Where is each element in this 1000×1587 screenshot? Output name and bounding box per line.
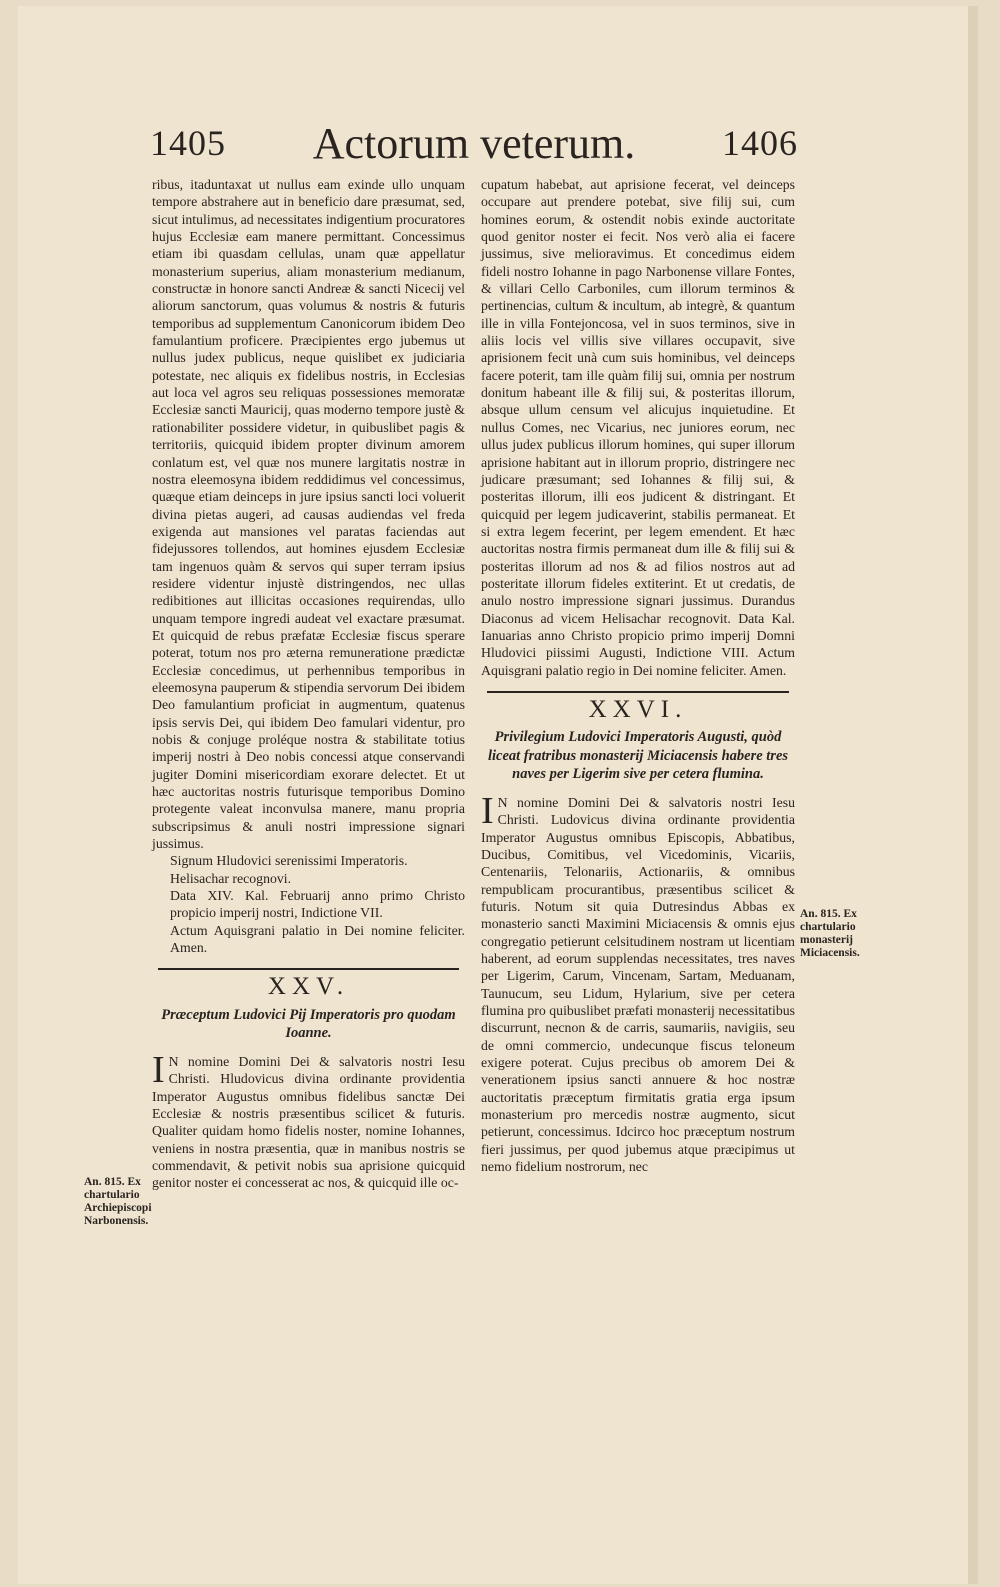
section-title-xxv: Præceptum Ludovici Pij Imperatoris pro quodam Ioanne. [161,1006,456,1042]
running-title: Actorum veterum. [312,119,636,168]
recognovi-line: Helisachar recognovi. [170,870,292,886]
section-body-xxv [152,1048,465,1192]
page-number-left: 1405 [150,123,226,163]
left-column [152,176,465,1192]
actum-line: Actum Aquisgrani palatio in Dei nomine feliciter. Amen. [170,922,465,956]
page-number-right: 1406 [722,123,798,163]
section-title-xxvi: Privilegium Ludovici Imperatoris Augusti, quòd liceat fratribus monasterij Miciacensis habere tres naves per Ligerim sive per cetera flumina. [487,729,789,783]
section-divider [487,691,789,693]
section-body-text: N nomine Domini Dei & salvatoris nostri Iesu Christi. Hludovicus divina ordinante providentia Imperator Augustus omnibus fidelibus sanctæ Dei Ecclesiæ & nostris præsentibus scilicet & futuris. Qualiter quidam homo fidelis noster, nomine Iohannes, veniens in nostra præsentia, quæ in manibus nostris se commendavit, & petivit nobis sua aprisione quicquid genitor noster ei concesserat ac nos, & quicquid ille oc- [152,1053,465,1191]
signum-line: Signum Hludovici serenissimi Imperatoris. [170,853,408,869]
margin-note-left: An. 815. Ex chartulario Archiepiscopi Narbonensis. [84,1176,152,1227]
section-number-xxv: XXV. [267,973,350,1001]
right-body-text: cupatum habebat, aut aprisione fecerat, vel deinceps occupare aut prendere potebat, sive filij sui, cum homines eorum, & ostendit nobis exinde auctoritate quod genitor noster ei fecit. Nos verò alia ei facere jussimus, sive melioravimus. Et concedimus eidem fideli nostro Iohanne in pago Narbonense villare Fontes, & villari Cello Carboniles, cum illorum terminos & pertinencias, cultum & incultum, ab integrè, & quantum ille in villa Fontejoncosa, vel in suos terminos, sive in aliis locis vel villis sive villares occupavit, sive aprisionem fecit unà cum suis hominibus, vel deinceps facere poterit, tam ille quàm filij sui, omnia per nostrum donitum habeant ille & filij sui, & posteritas illorum, absque ullum censum vel alicujus inquietudine. Et nullus Comes, nec Vicarius, nec juniores eorum, nec ullus judex publicus illorum homines, qui super illorum aprisione habitant aut in illorum proprio, distringere nec judicare præsumant; sed Iohannes & filij sui, & posteritas illorum, illi eos judicent & distringant. Et quicquid per legem judicaverint, stabilis permaneat. Et si extra legem fecerint, per legem emendent. Et hæc auctoritas nostra firmis permaneat dum ille & filij sui & posteritas illorum ad nos & ad filios nostros aut ad posteritate illorum fideles extiterint. Et ut credatis, de anulo nostro impressione signari jussimus. Durandus Diaconus ad vicem Helisachar recognovit. Data Kal. Ianuarias anno Christo propicio primo imperij Domni Hludovici piissimi Augusti, Indictione VIII. Actum Aquisgrani palatio regio in Dei nomine feliciter. Amen. [481,177,795,678]
drop-cap: I [152,1048,165,1091]
right-column [481,176,795,1175]
section-body-text: N nomine Domini Dei & salvatoris nostri Iesu Christi. Ludovicus divina ordinante providentia Imperator Augustus omnibus Episcopis, Abbatibus, Ducibus, Comitibus, vel Vicedominis, Vicariis, Centenariis, Telonariis, Actionariis, & omnibus rempublicam procurantibus, præsentibus scilicet & futuris. Notum sit quia Dutresindus Abbas ex monasterio sancti Maximini Miciacensis & omnis ejus congregatio petierunt celsitudinem nostram ut licentiam haberent, ad eorum supplendas necessitates, tres naves per Ligerim, Carum, Vincenam, Sartam, Meduanam, Taunucum, seu Lidum, Hylarium, sive per cetera flumina pro quibuslibet præfati monasterij necessitatibus discurrunt, necnon & de carris, saumariis, navigiis, seu de omni commercio, undecunque fiscus teloneum exigere poterat. Cujus precibus ob amorem Dei & venerationem ipsius sancti annuere & hoc nostræ auctoritatis præceptum firmitatis gratia erga ipsum monasterium pro mercedis nostræ augmento, sicut petierunt, concessimus. Idcirco hoc præceptum nostrum fieri jussimus, per quod jubemus atque præcipimus ut nemo fidelium nostrorum, nec [481,794,795,1175]
data-line: Data XIV. Kal. Februarij anno primo Christo propicio imperij nostri, Indictione VII. [170,888,465,921]
drop-cap: I [481,789,494,832]
section-divider [158,968,459,970]
section-number-xxvi: XXVI. [588,695,688,723]
margin-note-right: An. 815. Ex chartulario monasterij Miciacensis. [800,908,860,959]
running-head [150,118,798,174]
left-body-text: ribus, itaduntaxat ut nullus eam exinde ullo unquam tempore abstrahere aut in beneficio dare præsumat, sed, sicut intulimus, ad necessitates indigentium procuratores hujus Ecclesiæ eam manere permittant. Concessimus etiam ibi quasdam cellulas, unam quæ appellatur monasterium superius, aliam monasterium medianum, constructæ in honore sancti Andreæ & sancti Nicecij vel aliorum sanctorum, quas volumus & nostris & futuris temporibus ad supplementum Canonicorum ibidem Deo famulantium proficere. Præcipientes ergo jubemus ut nullus judex publicus, neque quislibet ex judiciaria potestate, nec aliquis ex fidelibus nostris, in Ecclesias aut loca vel agros seu reliquas possessiones memoratæ Ecclesiæ sancti Mauricij, quas moderno tempore justè & rationabiliter possidere videtur, in quibuslibet pagis & territoriis, quicquid ibidem propter divinum amorem conlatum est, vel quæ nos munere largitatis nostræ in nostra eleemosyna ibidem reddidimus vel concessimus, quæque etiam deinceps in jure ipsius sancti loci voluerit divina pietas augeri, ad causas audiendas vel freda exigenda aut mansiones vel paratas faciendas aut fidejussores tollendos, aut homines ejusdem Ecclesiæ tam ingenuos quàm & servos qui super terram ipsius residere videntur injustè distringendos, nec ullas redibitiones aut illicitas occasiones requirendas, ullo unquam tempore ingredi audeat vel exactare præsumat. Et quicquid de rebus præfatæ Ecclesiæ fiscus sperare poterat, totum nos pro æterna remuneratione prædictæ Ecclesiæ concedimus, ut perhennibus temporibus in eleemosyna pauperum & stipendia servorum Dei ibidem Deo famulantium proficiat in augmentum, quatenus ipsis servis Dei, qui ibidem Deo famulari videntur, pro nobis & conjuge proléque nostra & stabilitate totius imperij nostri à Deo nobis concessi atque conservandi jugiter Domini misericordiam exorare delectet. Et ut hæc auctoritas nostris futurisque temporibus Domino protegente valeat inconvulsa manere, manu propria subscripsimus & anuli nostri impressione signari jussimus. [152,177,465,852]
section-body-xxvi [481,789,795,1176]
